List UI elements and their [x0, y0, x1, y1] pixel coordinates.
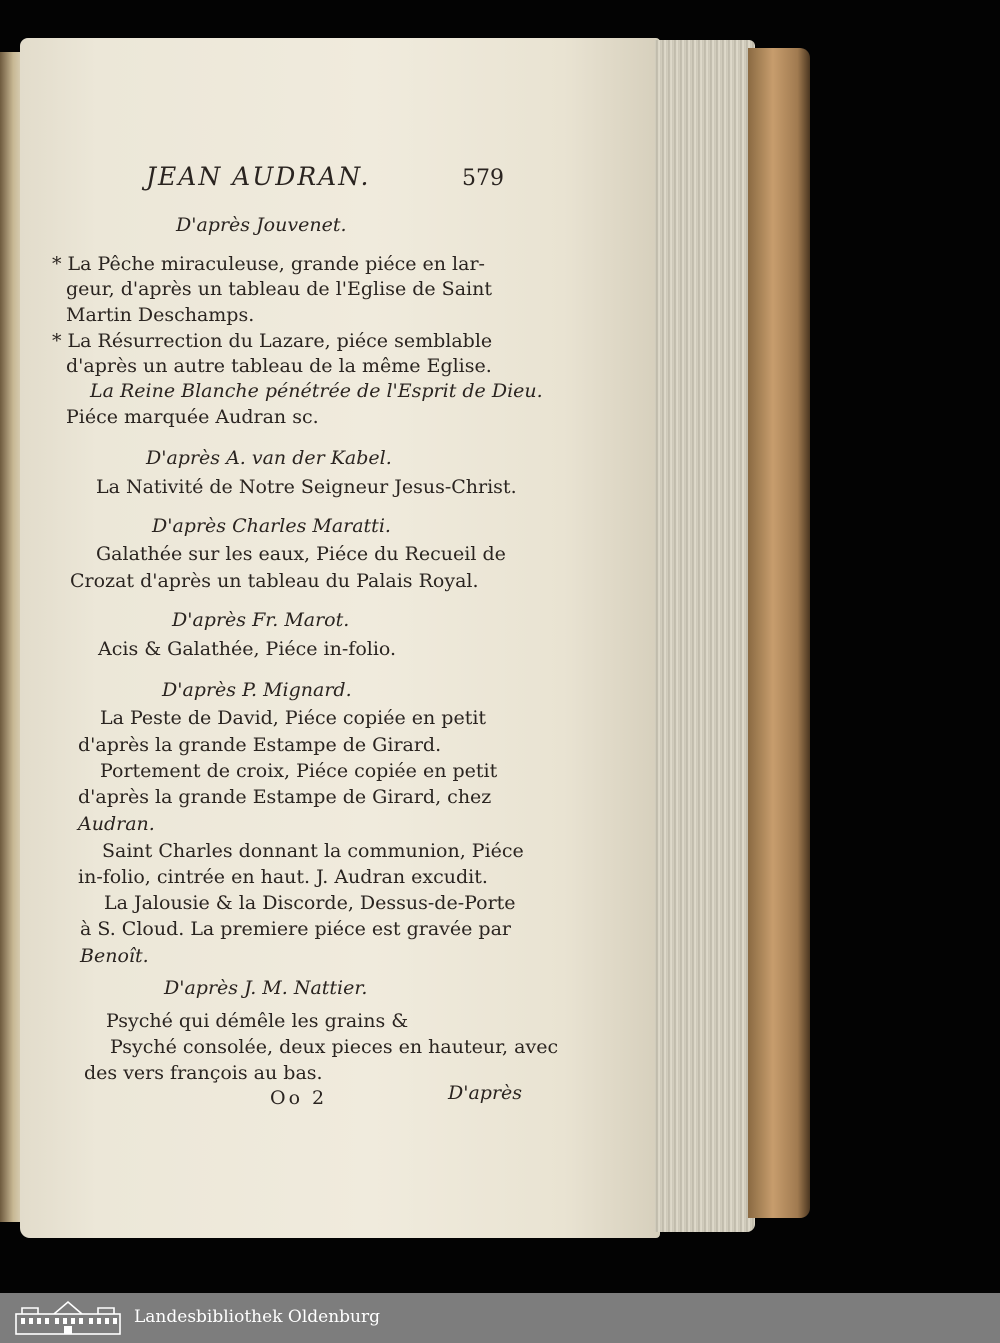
text-line: d'après un autre tableau de la même Eglise. [66, 355, 492, 377]
page-leaves [655, 40, 755, 1232]
text-line: Benoît. [80, 945, 149, 967]
text-line: La Jalousie & la Discorde, Dessus-de-Porte [104, 892, 516, 914]
catchword: D'après [448, 1082, 523, 1104]
text-line: La Nativité de Notre Seigneur Jesus-Christ. [96, 476, 517, 498]
text-line: D'après Charles Maratti. [152, 515, 391, 537]
text-line: D'après Fr. Marot. [172, 609, 350, 631]
text-line: in-folio, cintrée en haut. J. Audran excudit. [78, 866, 488, 888]
page-number: 579 [462, 166, 504, 191]
signature-mark: Oo 2 [270, 1087, 328, 1109]
text-line: D'après A. van der Kabel. [146, 447, 392, 469]
text-line: d'après la grande Estampe de Girard. [78, 734, 442, 756]
text-line: La Reine Blanche pénétrée de l'Esprit de Dieu. [90, 380, 543, 402]
library-building-icon [14, 1300, 122, 1336]
text-line: Galathée sur les eaux, Piéce du Recueil de [96, 543, 506, 565]
text-line: à S. Cloud. La premiere piéce est gravée par [80, 918, 511, 940]
text-line: geur, d'après un tableau de l'Eglise de Saint [66, 278, 492, 300]
text-line: Psyché qui démêle les grains & [106, 1010, 409, 1032]
text-line: Portement de croix, Piéce copiée en petit [100, 760, 498, 782]
text-line: des vers françois au bas. [84, 1062, 323, 1084]
text-line: * La Résurrection du Lazare, piéce semblable [52, 330, 493, 352]
text-line: Audran. [78, 813, 155, 835]
text-line: Psyché consolée, deux pieces en hauteur, avec [110, 1036, 559, 1058]
text-line: La Peste de David, Piéce copiée en petit [100, 707, 487, 729]
library-name: Landesbibliothek Oldenburg [134, 1307, 381, 1327]
text-line: Piéce marquée Audran sc. [66, 406, 319, 428]
text-line: Martin Deschamps. [66, 304, 255, 326]
text-line: Crozat d'après un tableau du Palais Royal. [70, 570, 479, 592]
book-cover-edge [748, 48, 810, 1218]
text-line: * La Pêche miraculeuse, grande piéce en lar- [52, 253, 485, 275]
text-line: D'après P. Mignard. [162, 679, 352, 701]
text-line: D'après Jouvenet. [176, 214, 347, 236]
text-line: D'après J. M. Nattier. [164, 977, 368, 999]
running-head: JEAN AUDRAN. [146, 162, 371, 191]
text-line: Saint Charles donnant la communion, Piéce [102, 840, 524, 862]
text-line: Acis & Galathée, Piéce in-folio. [98, 638, 397, 660]
text-line: d'après la grande Estampe de Girard, chez [78, 786, 492, 808]
library-footer [0, 1293, 1000, 1343]
left-page-edge [0, 52, 22, 1222]
